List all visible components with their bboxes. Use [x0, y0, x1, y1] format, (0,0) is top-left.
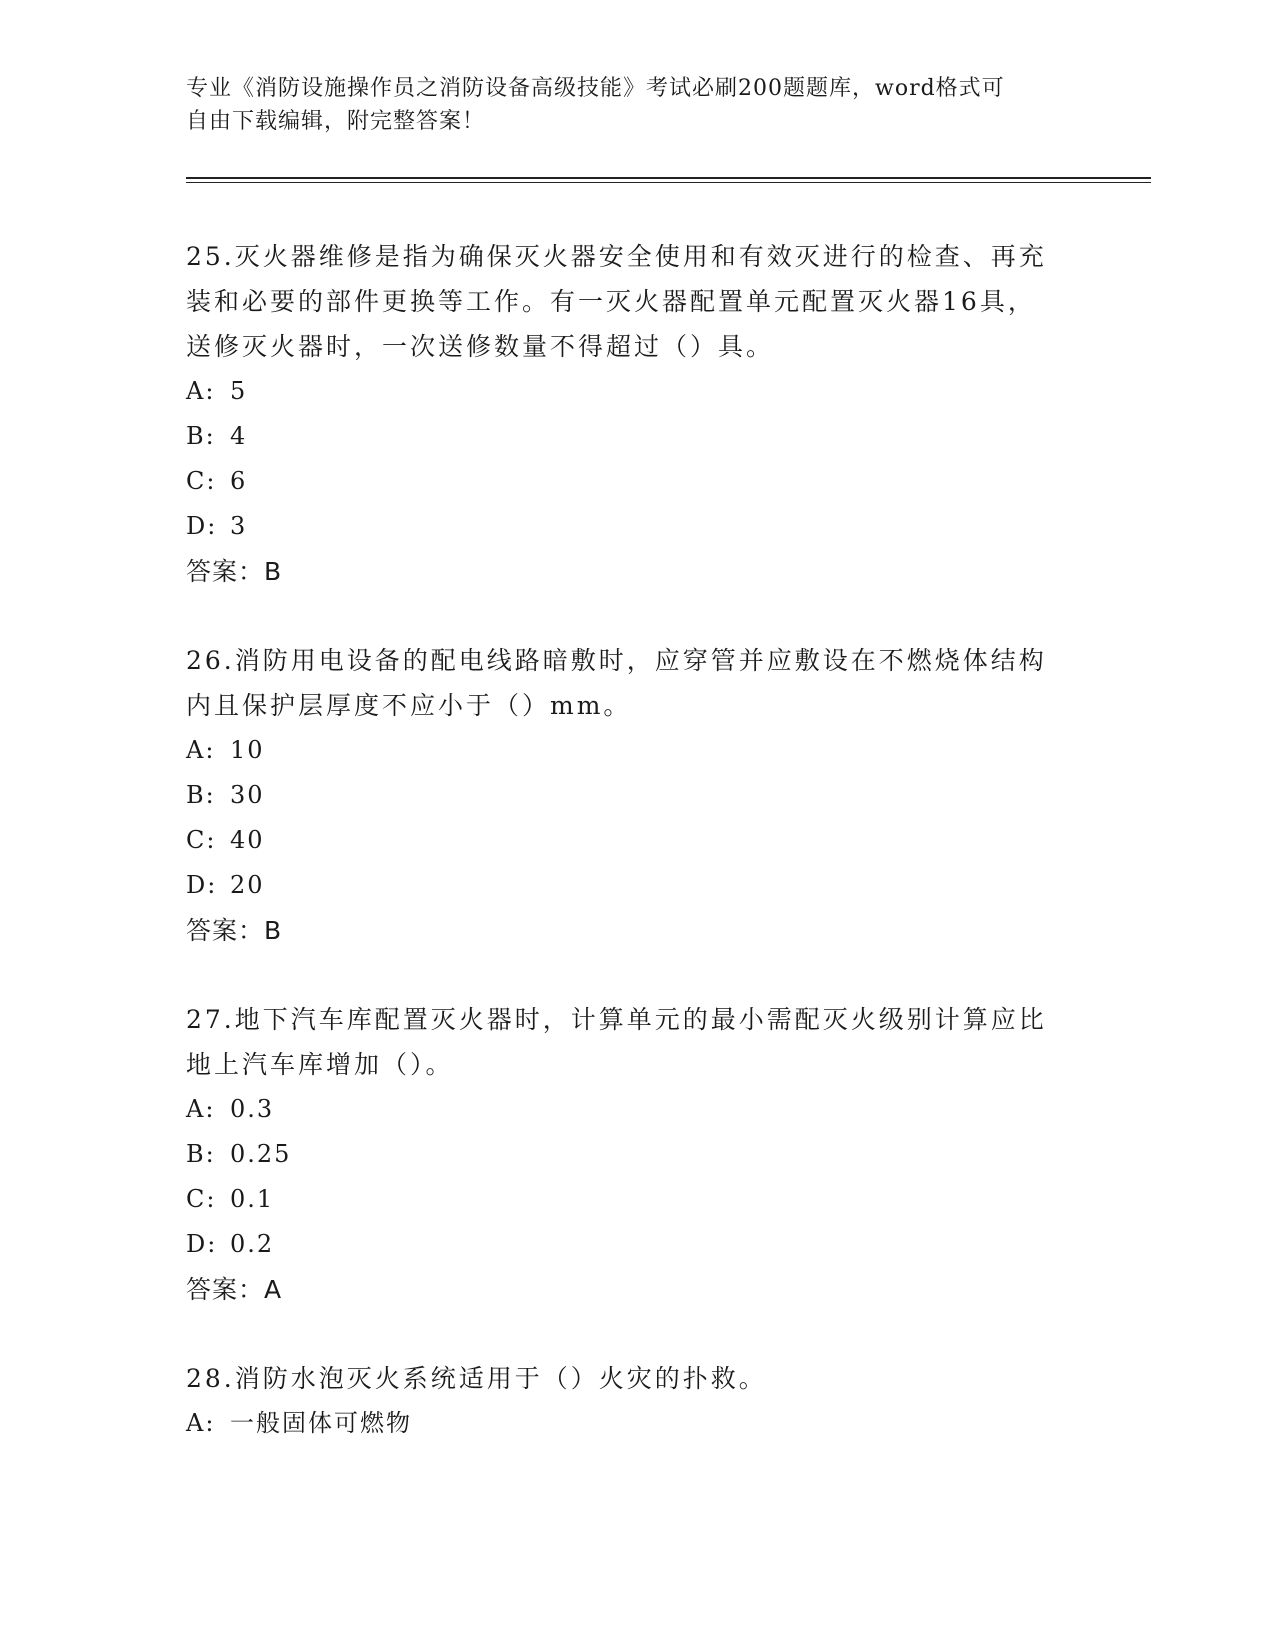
- option-value: 0.1: [230, 1185, 275, 1213]
- option-a: [186, 369, 1086, 414]
- header-divider-thick: [186, 177, 1151, 179]
- question-text-line: 送修灭火器时，一次送修数量不得超过（）具。: [186, 332, 775, 361]
- option-value: 40: [230, 826, 265, 854]
- question-text-line: 装和必要的部件更换等工作。有一灭火器配置单元配置灭火器16具，: [186, 287, 1036, 316]
- option-c: [186, 459, 1086, 504]
- option-value: 20: [230, 871, 265, 899]
- option-letter: A:: [186, 1409, 216, 1437]
- option-value: 0.2: [230, 1230, 275, 1258]
- question-text-line: 26.消防用电设备的配电线路暗敷时，应穿管并应敷设在不燃烧体结构: [186, 646, 1047, 675]
- header-line-2: 自由下载编辑，附完整答案！: [186, 109, 486, 134]
- option-value: 3: [230, 512, 248, 540]
- answer-value: B: [264, 916, 283, 945]
- option-letter: B:: [186, 1140, 216, 1168]
- option-value: 6: [230, 467, 248, 495]
- question-list: [186, 234, 1086, 1490]
- option-letter: C:: [186, 467, 217, 495]
- option-c: [186, 818, 1086, 863]
- option-d: [186, 863, 1086, 908]
- question-text-line: 25.灭火器维修是指为确保灭火器安全使用和有效灭进行的检查、再充: [186, 242, 1047, 271]
- option-letter: A:: [186, 377, 216, 405]
- option-value: 30: [230, 781, 265, 809]
- answer-label: 答案：: [186, 1275, 265, 1304]
- option-letter: D:: [186, 512, 218, 540]
- option-a: [186, 1087, 1086, 1132]
- option-value: 0.3: [230, 1095, 275, 1123]
- answer-value: A: [264, 1275, 283, 1304]
- option-value: 0.25: [230, 1140, 292, 1168]
- question-text-line: 27.地下汽车库配置灭火器时，计算单元的最小需配灭火级别计算应比: [186, 1005, 1047, 1034]
- option-letter: B:: [186, 422, 216, 450]
- header-divider-thin: [186, 182, 1151, 183]
- option-letter: B:: [186, 781, 216, 809]
- question-text-line: 28.消防水泡灭火系统适用于（）火灾的扑救。: [186, 1364, 767, 1393]
- answer-label: 答案：: [186, 916, 265, 945]
- option-letter: A:: [186, 1095, 216, 1123]
- question-27: [186, 997, 1086, 1312]
- answer-line: [186, 1267, 1086, 1312]
- option-letter: C:: [186, 826, 217, 854]
- answer-value: B: [264, 557, 283, 586]
- option-d: [186, 504, 1086, 549]
- answer-line: [186, 549, 1086, 594]
- option-value: 一般固体可燃物: [230, 1409, 412, 1437]
- question-25: [186, 234, 1086, 594]
- option-value: 5: [230, 377, 248, 405]
- option-value: 10: [230, 736, 265, 764]
- option-b: [186, 1132, 1086, 1177]
- question-28: [186, 1356, 1086, 1446]
- option-letter: C:: [186, 1185, 217, 1213]
- option-value: 4: [230, 422, 248, 450]
- option-letter: D:: [186, 1230, 218, 1258]
- option-b: [186, 414, 1086, 459]
- option-d: [186, 1222, 1086, 1267]
- option-a: [186, 1401, 1086, 1446]
- option-letter: A:: [186, 736, 216, 764]
- answer-label: 答案：: [186, 557, 265, 586]
- answer-line: [186, 908, 1086, 953]
- option-a: [186, 728, 1086, 773]
- question-text-line: 地上汽车库增加（）。: [186, 1050, 454, 1079]
- header-line-1: 专业《消防设施操作员之消防设备高级技能》考试必刷200题题库，word格式可: [186, 76, 1005, 101]
- option-b: [186, 773, 1086, 818]
- option-c: [186, 1177, 1086, 1222]
- question-26: [186, 638, 1086, 953]
- question-text-line: 内且保护层厚度不应小于（）mm。: [186, 691, 632, 720]
- option-letter: D:: [186, 871, 218, 899]
- document-header: [186, 72, 1066, 138]
